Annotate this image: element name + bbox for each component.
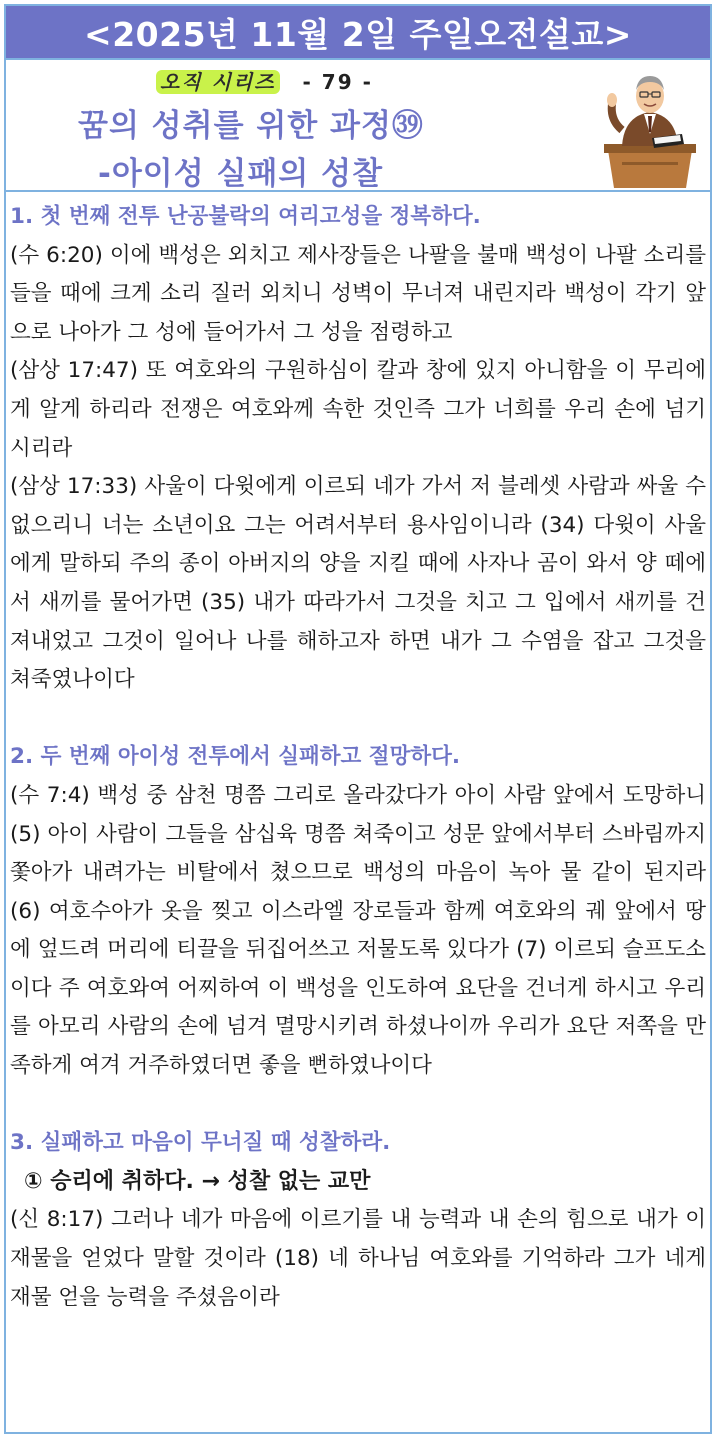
page-frame (4, 4, 712, 1434)
title-block (6, 60, 710, 192)
header-banner (6, 6, 710, 60)
scripture-paragraph: (수 7:4) 백성 중 삼천 명쯤 그리로 올라갔다가 아이 사람 앞에서 도망하니 (5) 아이 사람이 그들을 삼십육 명쯤 쳐죽이고 성문 앞에서부터 스바림까지 쫓아가 내려가는 비탈에서 쳤으므로 백성의 마음이 녹아 물 같이 된지라 (6) 여호수아가 옷을 찢고 이스라엘 장로들과 함께 여호와의 궤 앞에서 땅에 엎드려 머리에 티끌을 뒤집어쓰고 저물도록 있다가 (7) 이르되 슬프도소이다 주 여호와여 어찌하여 이 백성을 인도하여 요단을 건너게 하시고 우리를 아모리 사람의 손에 넘겨 멸망시키려 하셨나이까 우리가 요단 저쪽을 만족하게 여겨 거주하였더면 좋을 뻔하였나이다 (10, 782, 706, 1079)
section-subheading: ① 승리에 취하다. → 성찰 없는 교만 (24, 1168, 371, 1194)
series-label: 오직 시리즈 (156, 70, 280, 94)
scripture-paragraph: (신 8:17) 그러나 네가 마음에 이르기를 내 능력과 내 손의 힘으로 내가 이 재물을 얻었다 말할 것이라 (18) 네 하나님 여호와를 기억하라 그가 네게 재물 얻을 능력을 주셨음이라 (10, 1207, 706, 1310)
section-heading: 3. 실패하고 마음이 무너질 때 성찰하라. (10, 1130, 391, 1156)
preacher-illustration (600, 64, 700, 188)
sermon-content (6, 192, 710, 1317)
series-line (156, 66, 373, 95)
header-title: <2025년 11월 2일 주일오전설교> (84, 14, 632, 54)
sermon-subtitle: -아이성 실패의 성찰 (98, 156, 384, 192)
spacer (10, 1086, 706, 1125)
sermon-title: 꿈의 성취를 위한 과정㊴ (78, 108, 424, 144)
scripture-paragraph: (삼상 17:33) 사울이 다윗에게 이르되 네가 가서 저 블레셋 사람과 싸울 수 없으리니 너는 소년이요 그는 어려서부터 용사임이니라 (34) 다윗이 사울에게 말하되 주의 종이 아버지의 양을 지킬 때에 사자나 곰이 와서 양 떼에서 새끼를 물어가면 (35) 내가 따라가서 그것을 치고 그 입에서 새끼를 건져내었고 그것이 일어나 나를 해하고자 하면 내가 그 수염을 잡고 그것을 쳐죽였나이다 (10, 474, 706, 693)
spacer (10, 700, 706, 739)
scripture-paragraph: (수 6:20) 이에 백성은 외치고 제사장들은 나팔을 불매 백성이 나팔 소리를 들을 때에 크게 소리 질러 외치니 성벽이 무너져 내린지라 백성이 각기 앞으로 나아가 그 성에 들어가서 그 성을 점령하고 (10, 242, 706, 345)
section-heading: 1. 첫 번째 전투 난공불락의 여리고성을 정복하다. (10, 204, 481, 229)
series-number: - 79 - (302, 70, 373, 94)
scripture-paragraph: (삼상 17:47) 또 여호와의 구원하심이 칼과 창에 있지 아니함을 이 무리에게 알게 하리라 전쟁은 여호와께 속한 것인즉 그가 너희를 우리 손에 넘기시리라 (10, 358, 706, 461)
section-heading: 2. 두 번째 아이성 전투에서 실패하고 절망하다. (10, 744, 461, 770)
